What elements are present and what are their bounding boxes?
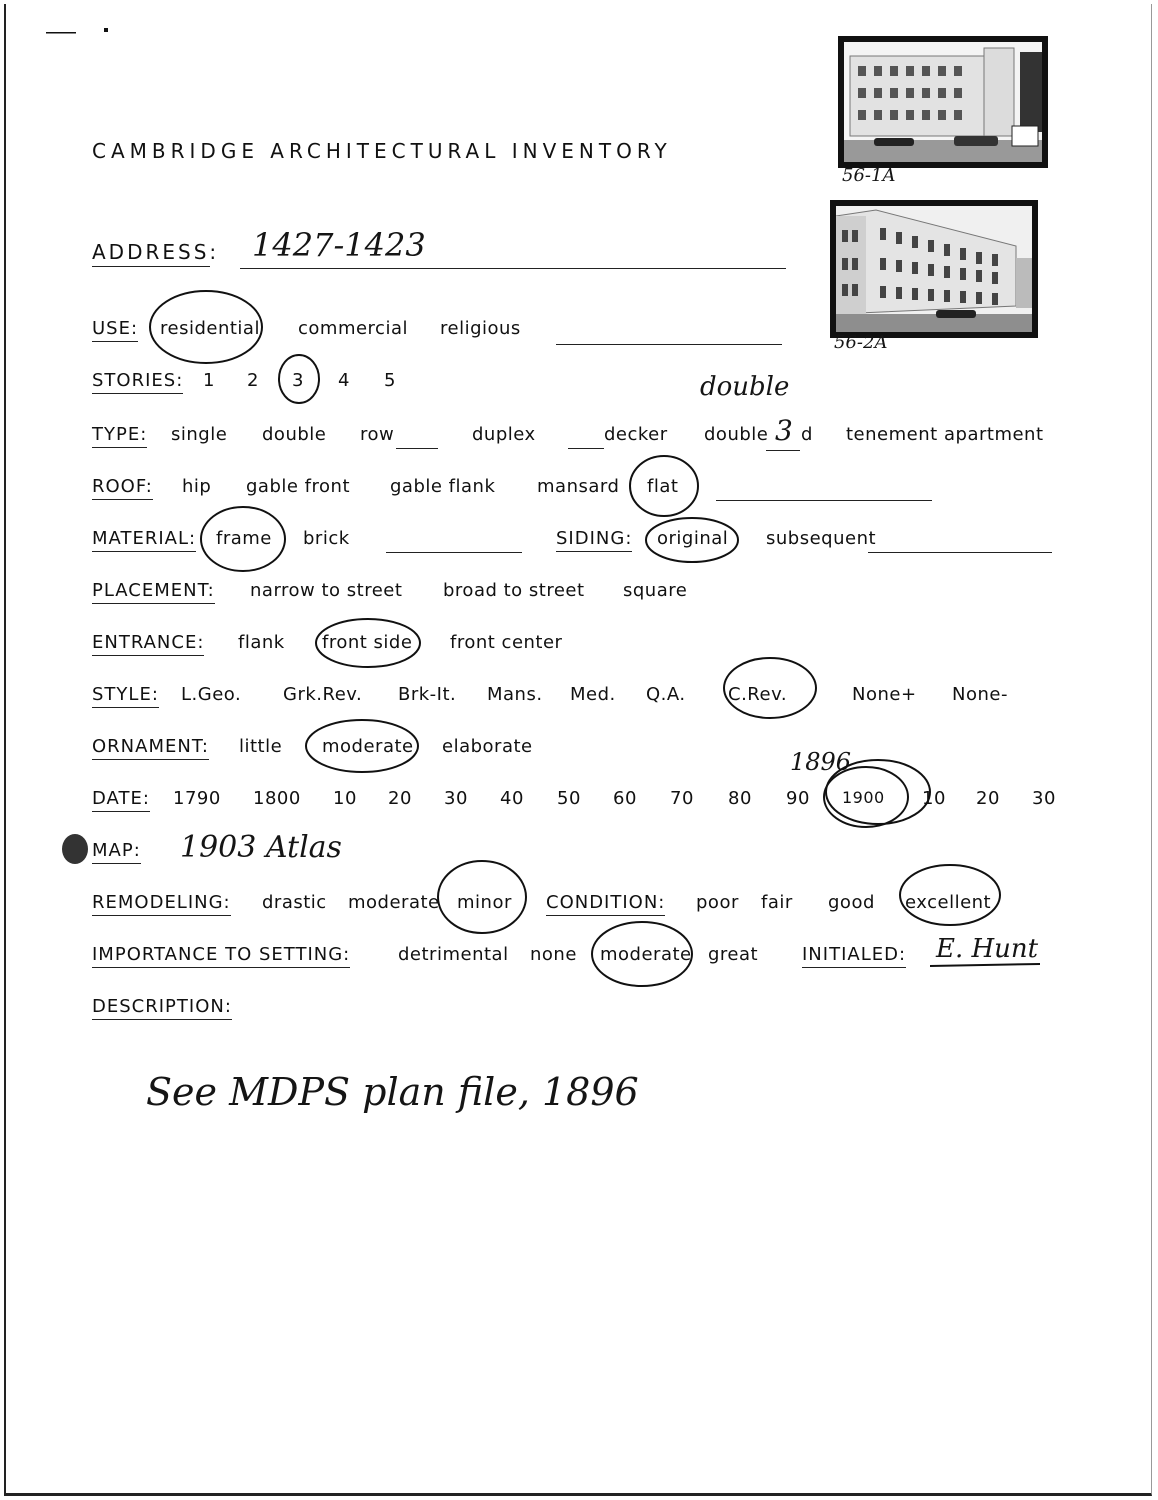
photo-side [830, 200, 1038, 338]
style-option-crev[interactable]: C.Rev. [728, 684, 788, 705]
address-line [240, 268, 786, 269]
style-option-mans[interactable]: Mans. [487, 684, 543, 705]
roof-label: ROOF: [92, 476, 153, 500]
material-option-frame[interactable]: frame [216, 528, 272, 549]
roof-option-flat[interactable]: flat [647, 476, 679, 497]
importance-option-detrimental[interactable]: detrimental [398, 944, 509, 965]
use-other-line [556, 344, 782, 345]
type-option-tenement[interactable]: tenement [846, 424, 938, 445]
siding-option-subsequent[interactable]: subsequent [766, 528, 877, 549]
roof-option-mansard[interactable]: mansard [537, 476, 620, 497]
type-option-decker[interactable]: decker [604, 424, 668, 445]
date-option-1920[interactable]: 20 [976, 788, 1000, 809]
style-option-qa[interactable]: Q.A. [646, 684, 686, 705]
remodeling-label: REMODELING: [92, 892, 231, 916]
date-option-1820[interactable]: 20 [388, 788, 412, 809]
map-value[interactable]: 1903 Atlas [180, 830, 342, 865]
stories-option-5[interactable]: 5 [384, 370, 396, 391]
roof-other-line [716, 500, 932, 501]
importance-option-great[interactable]: great [708, 944, 759, 965]
use-option-residential[interactable]: residential [160, 318, 260, 339]
type-option-d[interactable]: d [801, 424, 813, 445]
date-handwritten-note: 1896 [790, 748, 852, 776]
style-option-none-minus[interactable]: None- [952, 684, 1008, 705]
type-double-decker-line [766, 450, 800, 451]
placement-option-narrow[interactable]: narrow to street [250, 580, 403, 601]
use-option-religious[interactable]: religious [440, 318, 521, 339]
style-option-lgeo[interactable]: L.Geo. [181, 684, 242, 705]
condition-option-poor[interactable]: poor [696, 892, 739, 913]
placement-label: PLACEMENT: [92, 580, 215, 604]
type-handwritten-note: double [700, 372, 790, 402]
type-option-duplex[interactable]: duplex [472, 424, 536, 445]
type-row-line [396, 448, 438, 449]
remodeling-option-drastic[interactable]: drastic [262, 892, 327, 913]
date-option-1880[interactable]: 80 [728, 788, 752, 809]
type-option-row[interactable]: row [360, 424, 395, 445]
date-option-1900[interactable]: 1900 [842, 788, 885, 807]
date-option-1910[interactable]: 10 [922, 788, 946, 809]
siding-option-original[interactable]: original [657, 528, 729, 549]
use-option-commercial[interactable]: commercial [298, 318, 408, 339]
siding-other-line [868, 552, 1052, 553]
ornament-option-elaborate[interactable]: elaborate [442, 736, 533, 757]
condition-label: CONDITION: [546, 892, 665, 916]
style-option-med[interactable]: Med. [570, 684, 616, 705]
type-decker-line [568, 448, 604, 449]
date-option-1790[interactable]: 1790 [173, 788, 221, 809]
remodeling-option-minor[interactable]: minor [457, 892, 512, 913]
entrance-option-front-side[interactable]: front side [322, 632, 413, 653]
type-option-apartment[interactable]: apartment [944, 424, 1044, 445]
map-label: MAP: [92, 840, 141, 864]
siding-label: SIDING: [556, 528, 632, 552]
date-option-1930[interactable]: 30 [1032, 788, 1056, 809]
style-option-grkrev[interactable]: Grk.Rev. [283, 684, 363, 705]
ornament-label: ORNAMENT: [92, 736, 209, 760]
entrance-option-flank[interactable]: flank [238, 632, 285, 653]
photo-caption-1: 56-1A [842, 165, 896, 186]
date-option-1830[interactable]: 30 [444, 788, 468, 809]
use-label: USE: [92, 318, 138, 342]
roof-option-gable-front[interactable]: gable front [246, 476, 350, 497]
date-option-1870[interactable]: 70 [670, 788, 694, 809]
stories-option-4[interactable]: 4 [338, 370, 350, 391]
condition-option-fair[interactable]: fair [761, 892, 793, 913]
address-value[interactable]: 1427-1423 [252, 226, 426, 264]
importance-option-none[interactable]: none [530, 944, 577, 965]
date-option-1850[interactable]: 50 [557, 788, 581, 809]
form-title: CAMBRIDGE ARCHITECTURAL INVENTORY [92, 139, 672, 163]
ornament-option-little[interactable]: little [239, 736, 283, 757]
stories-option-1[interactable]: 1 [203, 370, 215, 391]
date-option-1840[interactable]: 40 [500, 788, 524, 809]
type-option-double-decker[interactable]: double [704, 424, 769, 445]
importance-option-moderate[interactable]: moderate [600, 944, 692, 965]
type-label: TYPE: [92, 424, 147, 448]
style-option-brkit[interactable]: Brk-It. [398, 684, 457, 705]
ornament-option-moderate[interactable]: moderate [322, 736, 414, 757]
material-option-brick[interactable]: brick [303, 528, 350, 549]
initialed-value[interactable]: E. Hunt [936, 934, 1039, 964]
style-label: STYLE: [92, 684, 159, 708]
roof-option-hip[interactable]: hip [182, 476, 212, 497]
type-decker-fill[interactable]: 3 [775, 414, 793, 447]
stories-option-3[interactable]: 3 [292, 370, 304, 391]
condition-option-excellent[interactable]: excellent [905, 892, 992, 913]
description-label: DESCRIPTION: [92, 996, 232, 1020]
material-label: MATERIAL: [92, 528, 196, 552]
date-option-1890[interactable]: 90 [786, 788, 810, 809]
type-option-double[interactable]: double [262, 424, 327, 445]
smudge-mark [62, 834, 88, 864]
initialed-label: INITIALED: [802, 944, 906, 968]
date-option-1800[interactable]: 1800 [253, 788, 301, 809]
importance-label: IMPORTANCE TO SETTING: [92, 944, 350, 968]
condition-option-good[interactable]: good [828, 892, 875, 913]
photo-front [838, 36, 1048, 168]
remodeling-option-moderate[interactable]: moderate [348, 892, 440, 913]
stories-option-2[interactable]: 2 [247, 370, 259, 391]
address-label: ADDRESS: [92, 240, 220, 264]
type-option-single[interactable]: single [171, 424, 228, 445]
entrance-option-front-center[interactable]: front center [450, 632, 563, 653]
description-value[interactable]: See MDPS plan file, 1896 [146, 1070, 639, 1114]
address-label-underline [92, 266, 210, 267]
photo-caption-2: 56-2A [834, 332, 888, 353]
placement-option-square[interactable]: square [623, 580, 688, 601]
placement-option-broad[interactable]: broad to street [443, 580, 585, 601]
roof-option-gable-flank[interactable]: gable flank [390, 476, 496, 497]
entrance-label: ENTRANCE: [92, 632, 204, 656]
date-option-1860[interactable]: 60 [613, 788, 637, 809]
style-option-none-plus[interactable]: None+ [852, 684, 917, 705]
stories-label: STORIES: [92, 370, 183, 394]
material-other-line [386, 552, 522, 553]
date-option-1810[interactable]: 10 [333, 788, 357, 809]
date-label: DATE: [92, 788, 150, 812]
